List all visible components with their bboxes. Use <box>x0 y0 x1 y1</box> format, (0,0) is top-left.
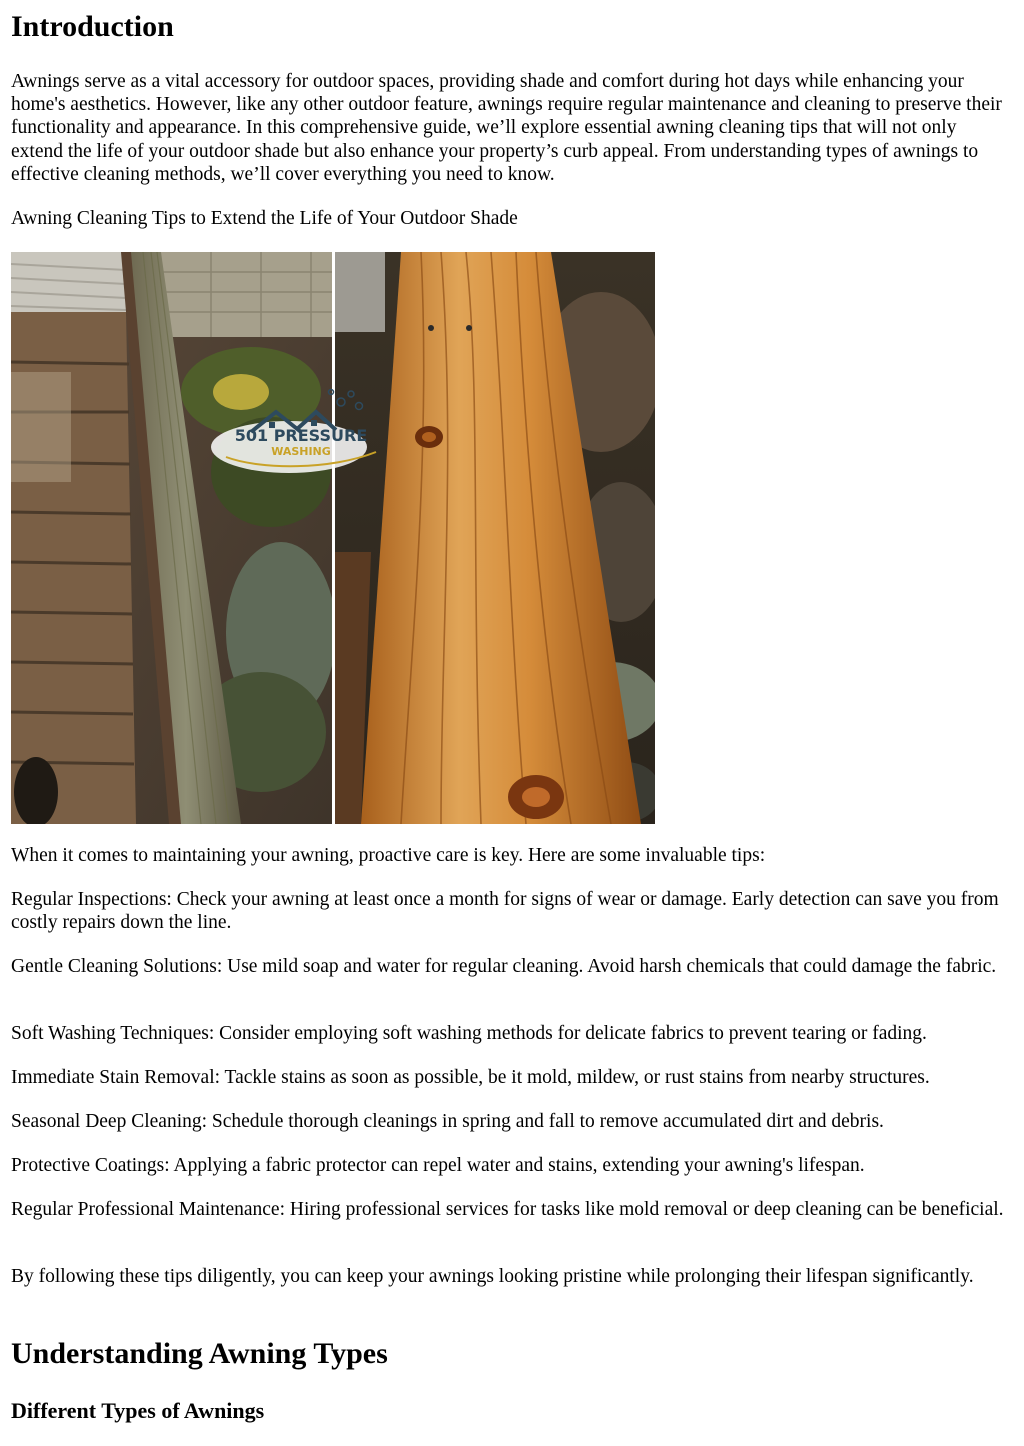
subsection-heading: Different Types of Awnings <box>11 1398 265 1423</box>
section-heading: Understanding Awning Types <box>11 1337 388 1370</box>
logo-line2: WASHING <box>271 445 331 458</box>
before-after-photo <box>11 252 655 824</box>
after-half <box>335 252 655 824</box>
before-half <box>11 252 336 824</box>
tip-item: Immediate Stain Removal: Tackle stains as soon as possible, be it mold, mildew, or rust stains from nearby structures. <box>11 1067 930 1088</box>
tips-lead: When it comes to maintaining your awning, proactive care is key. Here are some invaluable tips: <box>11 845 766 866</box>
page-title: Introduction <box>11 10 174 43</box>
tip-item: Protective Coatings: Applying a fabric protector can repel water and stains, extending your awning's lifespan. <box>11 1155 865 1176</box>
tip-item: Gentle Cleaning Solutions: Use mild soap and water for regular cleaning. Avoid harsh chemicals that could damage the fabric. <box>11 956 997 977</box>
tip-item: Regular Professional Maintenance: Hiring professional services for tasks like mold removal or deep cleaning can be beneficial. <box>11 1199 1004 1220</box>
tip-item: Soft Washing Techniques: Consider employing soft washing methods for delicate fabrics to prevent tearing or fading. <box>11 1023 927 1044</box>
tips-closing: By following these tips diligently, you can keep your awnings looking pristine while prolonging their lifespan significantly. <box>11 1266 974 1287</box>
intro-paragraph: Awnings serve as a vital accessory for outdoor spaces, providing shade and comfort during hot days while enhancing your home's aesthetics. However, like any other outdoor feature, awnings require regular maintenance and cleaning to preserve their functionality and appearance. In this comprehensive guide, we’ll explore essential awning cleaning tips that will not only extend the life of your outdoor shade but also enhance your property’s curb appeal. From understanding types of awnings to effective cleaning methods, we’ll cover everything you need to know. <box>11 71 1002 185</box>
logo-line1: 501 PRESSURE <box>234 426 368 445</box>
image-caption: Awning Cleaning Tips to Extend the Life of Your Outdoor Shade <box>11 208 518 229</box>
tip-item: Regular Inspections: Check your awning at least once a month for signs of wear or damage. Early detection can save you from costly repairs down the line. <box>11 889 999 934</box>
tip-item: Seasonal Deep Cleaning: Schedule thorough cleanings in spring and fall to remove accumulated dirt and debris. <box>11 1111 884 1132</box>
